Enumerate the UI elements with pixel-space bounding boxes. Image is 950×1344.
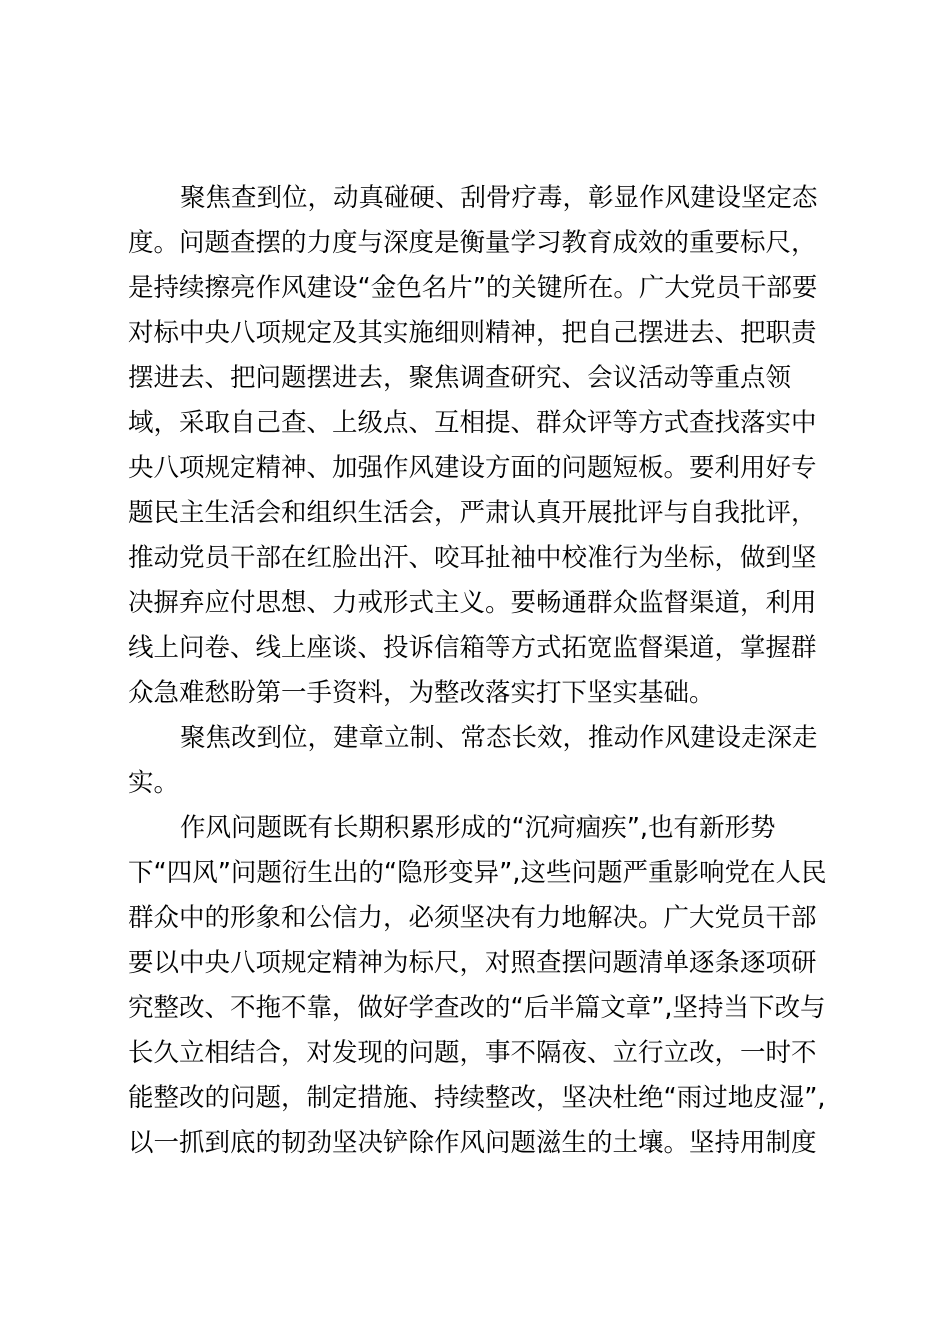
paragraph-3-line-4: 要以中央八项规定精神为标尺，对照查摆问题清单逐条逐项研 xyxy=(128,948,817,978)
paragraph-1-line-12: 众急难愁盼第一手资料，为整改落实打下坚实基础。 xyxy=(128,678,715,708)
paragraph-1-line-8: 题民主生活会和组织生活会，严肃认真开展批评与自我批评， xyxy=(128,498,817,528)
paragraph-1-line-7: 央八项规定精神、加强作风建设方面的问题短板。要利用好专 xyxy=(128,453,817,483)
paragraph-3-line-6: 长久立相结合，对发现的问题，事不隔夜、立行立改，一时不 xyxy=(128,1038,817,1068)
paragraph-3-line-8: 以一抓到底的韧劲坚决铲除作风问题滋生的土壤。坚持用制度 xyxy=(128,1128,817,1158)
paragraph-1-line-1: 聚焦查到位，动真碰硬、刮骨疗毒，彰显作风建设坚定态 xyxy=(180,183,818,213)
paragraph-3-line-7: 能整改的问题，制定措施、持续整改，坚决杜绝“雨过地皮湿”, xyxy=(128,1083,826,1113)
paragraph-1-line-9: 推动党员干部在红脸出汗、咬耳扯袖中校准行为坐标，做到坚 xyxy=(128,543,817,573)
paragraph-3-line-1: 作风问题既有长期积累形成的“沉疴痼疾”,也有新形势 xyxy=(180,813,776,843)
paragraph-2-line-2: 实。 xyxy=(128,768,180,798)
paragraph-2-line-1: 聚焦改到位，建章立制、常态长效，推动作风建设走深走 xyxy=(180,723,818,753)
document-body xyxy=(128,176,828,1166)
paragraph-1-line-10: 决摒弃应付思想、力戒形式主义。要畅通群众监督渠道，利用 xyxy=(128,588,817,618)
paragraph-1-line-6: 域，采取自己查、上级点、互相提、群众评等方式查找落实中 xyxy=(128,408,817,438)
paragraph-1-line-2: 度。问题查摆的力度与深度是衡量学习教育成效的重要标尺， xyxy=(128,228,817,258)
paragraph-1-line-3: 是持续擦亮作风建设“金色名片”的关键所在。广大党员干部要 xyxy=(128,273,818,303)
paragraph-3-line-3: 群众中的形象和公信力，必须坚决有力地解决。广大党员干部 xyxy=(128,903,817,933)
paragraph-3-line-5: 究整改、不拖不靠，做好学查改的“后半篇文章”,坚持当下改与 xyxy=(128,993,826,1023)
paragraph-3-line-2: 下“四风”问题衍生出的“隐形变异”,这些问题严重影响党在人民 xyxy=(128,858,827,888)
paragraph-1-line-5: 摆进去、把问题摆进去，聚焦调查研究、会议活动等重点领 xyxy=(128,363,792,393)
paragraph-1-line-11: 线上问卷、线上座谈、投诉信箱等方式拓宽监督渠道，掌握群 xyxy=(128,633,817,663)
paragraph-1-line-4: 对标中央八项规定及其实施细则精神，把自己摆进去、把职责 xyxy=(128,318,817,348)
